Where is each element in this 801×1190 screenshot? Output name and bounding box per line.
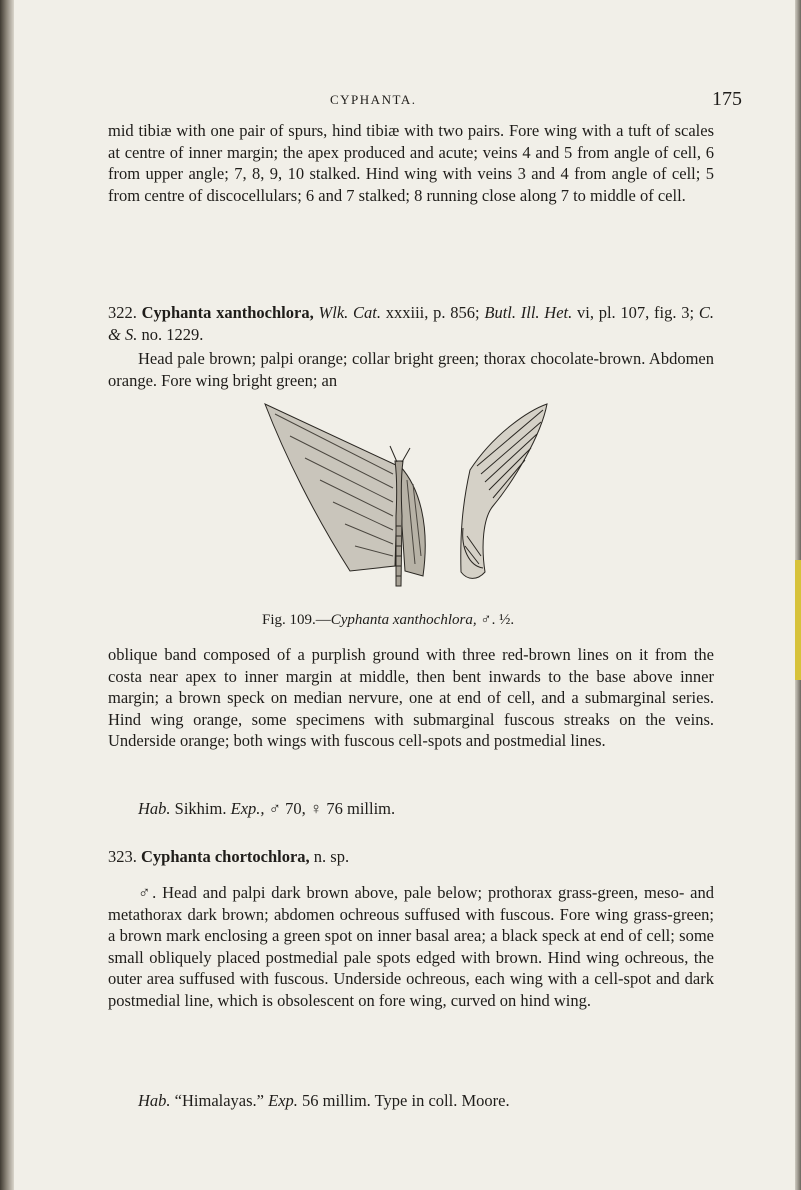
caption-scale: ♂. ½. xyxy=(476,612,515,628)
species-number: 322. xyxy=(108,303,137,322)
species-322-habitat xyxy=(108,798,714,820)
reference-number: no. 1229. xyxy=(137,324,204,344)
figure-caption xyxy=(262,612,514,629)
exp-text: ♂ 70, ♀ 76 millim. xyxy=(264,799,396,818)
caption-figure-number: Fig. 109.— xyxy=(262,612,331,628)
running-head: CYPHANTA. xyxy=(330,92,417,107)
species-322-heading xyxy=(108,302,714,345)
reference-work: Butl. Ill. Het. xyxy=(484,303,573,322)
species-323-heading xyxy=(108,846,714,868)
hab-text: “Himalayas.” xyxy=(170,1091,269,1110)
reference-cs: C. & S. xyxy=(108,303,714,344)
page-left-edge xyxy=(0,0,14,1190)
species-number: 323. xyxy=(108,847,137,866)
species-323-habitat xyxy=(108,1090,714,1112)
reference-volume: xxxiii, p. 856; xyxy=(380,303,485,322)
hab-label: Hab. xyxy=(138,1091,171,1110)
species-name: Cyphanta xanthochlora, xyxy=(141,303,314,322)
hab-text: Sikhim. xyxy=(170,799,231,818)
species-name: Cyphanta chortochlora, xyxy=(141,847,310,866)
hab-label: Hab. xyxy=(138,799,171,818)
exp-text: 56 millim. Type in coll. Moore. xyxy=(297,1091,510,1110)
moth-drawing xyxy=(245,396,555,600)
page-right-edge xyxy=(795,0,801,1190)
genus-description-continued: mid tibiæ with one pair of spurs, hind tibiæ with two pairs. Fore wing with a tuft of scales at centre of inner margin; the apex produced and acute; veins 4 and 5 from angle of cell, 6 from upper angle; 7, 8, 9, 10 stalked. Hind wing with veins 3 and 4 from angle of cell; 5 from centre of discocellulars; 6 and 7 stalked; 8 running close along 7 to middle of cell. xyxy=(108,121,714,205)
caption-species: Cyphanta xanthochlora, xyxy=(330,612,477,628)
exp-label: Exp., xyxy=(230,799,265,818)
new-species-marker: n. sp. xyxy=(309,847,350,866)
edge-color-tab xyxy=(795,560,801,680)
exp-label: Exp. xyxy=(268,1091,298,1110)
reference-plate: vi, pl. 107, fig. 3; xyxy=(572,303,699,322)
species-322-description-part1: Head pale brown; palpi orange; collar bright green; thorax chocolate-brown. Abdomen orange. Fore wing bright green; an xyxy=(108,349,714,390)
moth-illustration xyxy=(245,396,555,600)
species-322-description-part2: oblique band composed of a purplish ground with three red-brown lines on it from the costa near apex to inner margin at middle, then bent inwards to the base above inner margin; a brown speck on median nervure, one at end of cell, and a submarginal series. Hind wing orange, some specimens with submarginal fuscous streaks on the veins. Underside orange; both wings with fuscous cell-spots and postmedial lines. xyxy=(108,645,714,750)
page-number: 175 xyxy=(712,88,742,110)
reference-author: Wlk. Cat. xyxy=(318,303,381,322)
species-323-description: ♂. Head and palpi dark brown above, pale below; prothorax grass-green, meso- and metathorax dark brown; abdomen ochreous suffused with fuscous. Fore wing grass-green; a brown mark enclosing a green spot on inner basal area; a black speck at end of cell; some small obliquely placed postmedial pale spots edged with brown. Hind wing ochreous, the outer area suffused with fuscous. Underside ochreous, each wing with a cell-spot and dark postmedial line, which is obsolescent on fore wing, curved on hind wing. xyxy=(108,883,714,1010)
